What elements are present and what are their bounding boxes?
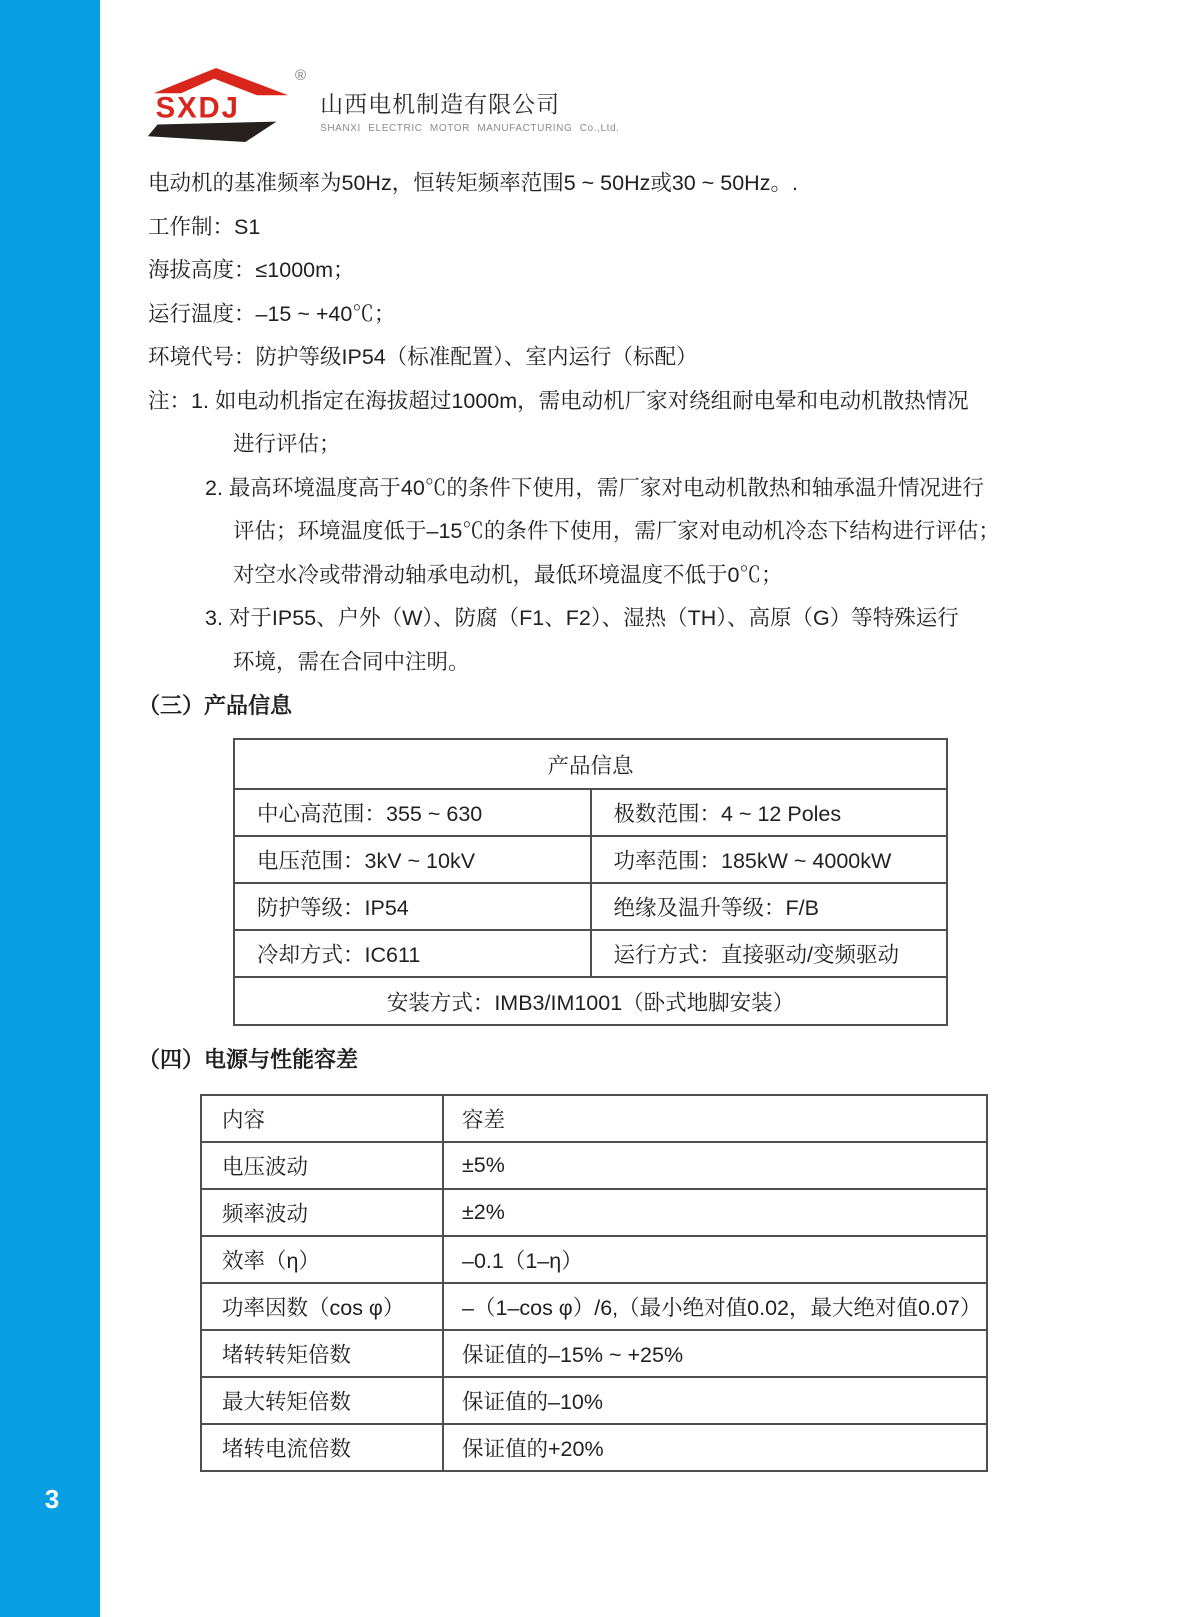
table-row	[234, 836, 947, 883]
body-line: 环境代号：防护等级IP54（标准配置）、室内运行（标配）	[148, 345, 698, 370]
section-title-product-info: （三）产品信息	[138, 693, 293, 718]
cell-voltage-fluctuation-label: 电压波动	[201, 1142, 443, 1189]
body-line-note-3: 3. 对于IP55、户外（W）、防腐（F1、F2）、湿热（TH）、高原（G）等特殊运行	[205, 606, 959, 631]
table-row	[201, 1377, 987, 1424]
body-line: 运行温度：–15 ~ +40℃；	[148, 301, 396, 326]
table-row	[234, 883, 947, 930]
tolerance-header-tolerance: 容差	[443, 1095, 987, 1142]
table-row	[201, 1330, 987, 1377]
company-names	[320, 66, 619, 134]
registered-trademark-icon: ®	[295, 67, 307, 84]
cell-center-height-range: 中心高范围：355 ~ 630	[234, 789, 591, 836]
section-title-tolerance: （四）电源与性能容差	[138, 1047, 359, 1072]
cell-voltage-fluctuation-value: ±5%	[443, 1142, 987, 1189]
table-row	[201, 1424, 987, 1471]
cell-power-factor-label: 功率因数（cos φ）	[201, 1283, 443, 1330]
product-table-title: 产品信息	[234, 739, 947, 789]
logo-roof-shape	[154, 68, 289, 95]
cell-mounting-type: 安装方式：IMB3/IM1001（卧式地脚安装）	[234, 977, 947, 1025]
logo-mark-text: SXDJ	[155, 92, 240, 125]
table-row	[201, 1236, 987, 1283]
body-line: 工作制：S1	[148, 214, 261, 239]
company-name-cn: 山西电机制造有限公司	[320, 91, 561, 117]
cell-frequency-fluctuation-value: ±2%	[443, 1189, 987, 1236]
company-logo	[145, 66, 620, 144]
cell-protection-class: 防护等级：IP54	[234, 883, 591, 930]
table-row	[201, 1283, 987, 1330]
body-line: 环境，需在合同中注明。	[233, 650, 470, 675]
page-number: 3	[44, 1484, 60, 1514]
cell-power-range: 功率范围：185kW ~ 4000kW	[591, 836, 948, 883]
cell-voltage-range: 电压范围：3kV ~ 10kV	[234, 836, 591, 883]
body-line: 电动机的基准频率为50Hz，恒转矩频率范围5 ~ 50Hz或30 ~ 50Hz。.	[148, 171, 798, 195]
cell-efficiency-label: 效率（η）	[201, 1236, 443, 1283]
table-row	[201, 1189, 987, 1236]
table-row	[234, 789, 947, 836]
body-line: 进行评估；	[233, 432, 341, 457]
cell-frequency-fluctuation-label: 频率波动	[201, 1189, 443, 1236]
product-info-table	[233, 738, 948, 1026]
company-name-en: SHANXI ELECTRIC MOTOR MANUFACTURING Co.,Ltd.	[320, 123, 620, 134]
body-line-note-1: 注：1. 如电动机指定在海拔超过1000m，需电动机厂家对绕组耐电晕和电动机散热情况	[148, 388, 969, 413]
cell-locked-rotor-torque-value: 保证值的–15% ~ +25%	[443, 1330, 987, 1377]
tolerance-table	[200, 1094, 988, 1472]
cell-insulation-class: 绝缘及温升等级：F/B	[591, 883, 948, 930]
tolerance-header-content: 内容	[201, 1095, 443, 1142]
cell-locked-rotor-current-label: 堵转电流倍数	[201, 1424, 443, 1471]
cell-locked-rotor-torque-label: 堵转转矩倍数	[201, 1330, 443, 1377]
cell-power-factor-value: –（1–cos φ）/6,（最小绝对值0.02，最大绝对值0.07）	[443, 1283, 987, 1330]
table-row	[201, 1142, 987, 1189]
sxdj-logo-mark-icon	[145, 66, 293, 144]
logo-swoosh-shape	[148, 122, 277, 142]
table-row	[234, 930, 947, 977]
cell-max-torque-label: 最大转矩倍数	[201, 1377, 443, 1424]
body-line: 评估；环境温度低于–15℃的条件下使用，需厂家对电动机冷态下结构进行评估；	[233, 519, 1000, 544]
cell-efficiency-value: –0.1（1–η）	[443, 1236, 987, 1283]
cell-max-torque-value: 保证值的–10%	[443, 1377, 987, 1424]
body-text-block	[148, 162, 1000, 685]
table-row-header	[201, 1095, 987, 1142]
left-accent-band	[0, 0, 100, 1617]
table-row-header	[234, 739, 947, 789]
cell-cooling-method: 冷却方式：IC611	[234, 930, 591, 977]
cell-pole-range: 极数范围：4 ~ 12 Poles	[591, 789, 948, 836]
cell-drive-method: 运行方式：直接驱动/变频驱动	[591, 930, 948, 977]
body-line-note-2: 2. 最高环境温度高于40℃的条件下使用，需厂家对电动机散热和轴承温升情况进行	[205, 475, 984, 500]
body-line: 海拔高度：≤1000m；	[148, 258, 355, 283]
table-row-footer	[234, 977, 947, 1025]
body-line: 对空水冷或带滑动轴承电动机，最低环境温度不低于0℃；	[233, 562, 783, 587]
cell-locked-rotor-current-value: 保证值的+20%	[443, 1424, 987, 1471]
